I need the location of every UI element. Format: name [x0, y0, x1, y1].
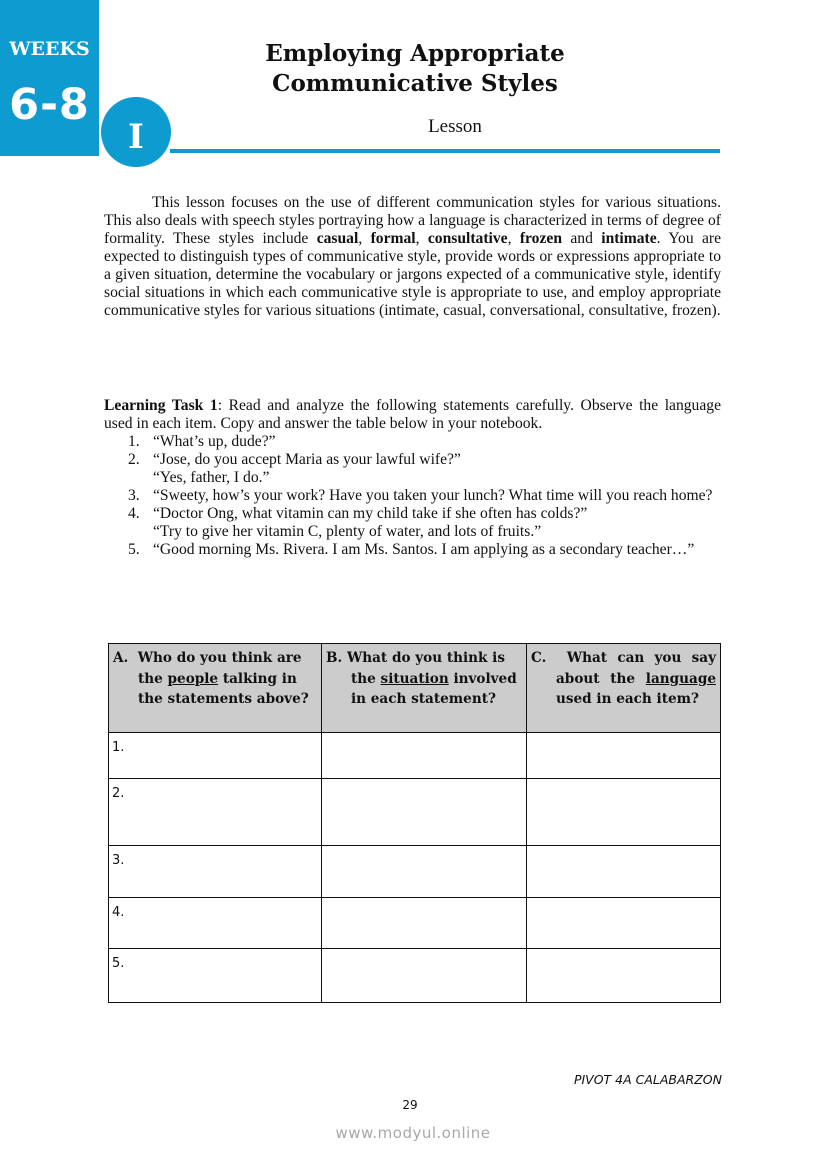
statement-item — [104, 505, 721, 541]
footer-brand: PIVOT 4A CALABARZON — [573, 1072, 722, 1087]
separator: , — [415, 230, 428, 247]
table-row — [109, 898, 721, 949]
lesson-divider-line — [170, 149, 720, 153]
column-keyword: language — [645, 670, 716, 687]
intro-text-1: This lesson focuses on the use of different communication styles for various situations. This also deals with speech styles portraying how a language is characterized in terms of degree of formality. These styles include — [104, 194, 721, 247]
lesson-label: Lesson — [428, 116, 482, 137]
statement-number: 5. — [128, 541, 140, 558]
column-text: used in each item? — [556, 691, 699, 707]
column-letter: A. — [113, 650, 129, 666]
column-keyword: situation — [380, 670, 449, 687]
learning-task-section — [104, 397, 721, 559]
column-text: involved in each statement? — [351, 670, 517, 707]
table-header-row — [109, 644, 721, 733]
page-number: 29 — [402, 1098, 418, 1112]
task-label: Learning Task 1 — [104, 397, 218, 414]
row-label-cell[interactable]: 3. — [109, 846, 322, 898]
statement-text: “Jose, do you accept Maria as your lawful wife?” — [153, 451, 461, 468]
column-text: Who do you think are the — [137, 650, 302, 687]
lesson-number-badge: I — [101, 97, 171, 167]
column-header-language — [527, 644, 721, 733]
table-row — [109, 733, 721, 779]
title-line-1: Employing Appropriate — [265, 40, 565, 67]
statement-reply: “Yes, father, I do.” — [153, 469, 270, 486]
statement-reply: “Try to give her vitamin C, plenty of water, and lots of fruits.” — [153, 523, 542, 540]
language-cell[interactable] — [527, 779, 721, 846]
situation-cell[interactable] — [322, 949, 527, 1003]
intro-paragraph — [104, 194, 721, 320]
statement-text: “What’s up, dude?” — [153, 433, 276, 450]
separator: and — [562, 230, 602, 247]
column-header-people — [109, 644, 322, 733]
task-instructions — [104, 397, 721, 433]
language-cell[interactable] — [527, 949, 721, 1003]
answer-table — [108, 643, 721, 1003]
row-label-cell[interactable]: 1. — [109, 733, 322, 779]
table-row — [109, 846, 721, 898]
statement-text: “Good morning Ms. Rivera. I am Ms. Santos. I am applying as a secondary teacher…” — [153, 541, 695, 558]
column-header-situation — [322, 644, 527, 733]
weeks-label: WEEKS — [9, 38, 90, 60]
column-letter: B. — [326, 650, 343, 666]
statement-item — [104, 541, 721, 559]
statement-item — [104, 433, 721, 451]
style-term-formal: formal — [370, 230, 416, 247]
weeks-range: 6-8 — [9, 80, 90, 130]
column-text: talking in the statements above? — [138, 670, 309, 707]
style-term-frozen: frozen — [519, 230, 562, 247]
column-text: What can you say about the — [556, 650, 716, 687]
statement-number: 2. — [128, 451, 140, 468]
column-letter: C. — [531, 650, 547, 666]
weeks-badge — [0, 0, 99, 156]
situation-cell[interactable] — [322, 898, 527, 949]
separator: , — [358, 230, 371, 247]
statement-item — [104, 451, 721, 487]
table-row — [109, 949, 721, 1003]
situation-cell[interactable] — [322, 846, 527, 898]
separator: , — [507, 230, 520, 247]
style-term-intimate: intimate — [601, 230, 657, 247]
row-label-cell[interactable]: 2. — [109, 779, 322, 846]
table-row — [109, 779, 721, 846]
style-term-consultative: consultative — [427, 230, 508, 247]
intro-text-2: . You are expected to distinguish types of communicative style, provide words or expressions appropriate to a given situation, determine the vocabulary or jargons expected of a communicative style, identify social situations in which each communicative style is appropriate to use, and employ appropriate communicative styles for various situations (intimate, casual, conversational, consultative, frozen). — [104, 230, 722, 319]
language-cell[interactable] — [527, 846, 721, 898]
style-term-casual: casual — [316, 230, 359, 247]
statement-item — [104, 487, 721, 505]
page-title — [230, 39, 600, 99]
task-instructions-text: : Read and analyze the following statements carefully. Observe the language used in each item. Copy and answer the table below in your notebook. — [104, 397, 721, 432]
language-cell[interactable] — [527, 733, 721, 779]
watermark-link[interactable]: www.modyul.online — [335, 1124, 491, 1142]
title-line-2: Communicative Styles — [272, 70, 558, 97]
column-text: What do you think is the — [346, 650, 506, 687]
statement-text: “Doctor Ong, what vitamin can my child take if she often has colds?” — [153, 505, 588, 522]
row-label-cell[interactable]: 4. — [109, 898, 322, 949]
situation-cell[interactable] — [322, 779, 527, 846]
statement-number: 3. — [128, 487, 140, 504]
row-label-cell[interactable]: 5. — [109, 949, 322, 1003]
language-cell[interactable] — [527, 898, 721, 949]
statement-text: “Sweety, how’s your work? Have you taken your lunch? What time will you reach home? — [153, 487, 713, 504]
statement-list — [104, 433, 721, 559]
statement-number: 4. — [128, 505, 140, 522]
column-keyword: people — [167, 670, 219, 687]
situation-cell[interactable] — [322, 733, 527, 779]
statement-number: 1. — [128, 433, 140, 450]
